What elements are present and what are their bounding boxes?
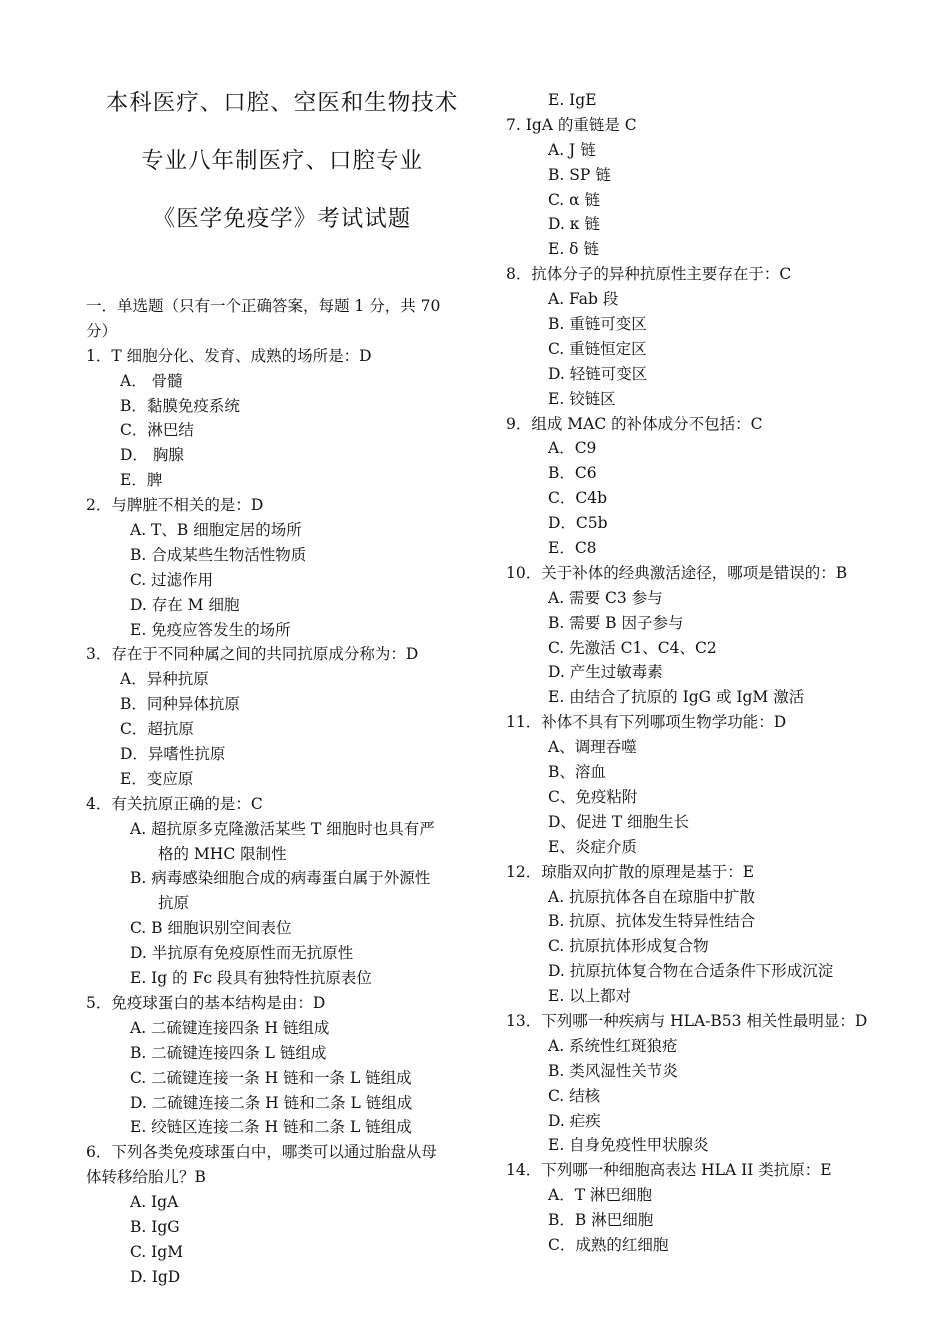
option-item: E. 自身免疫性甲状腺炎 bbox=[548, 1136, 709, 1155]
option-item: B. 抗原、抗体发生特异性结合 bbox=[548, 912, 756, 931]
option-item: C. 先激活 C1、C4、C2 bbox=[548, 638, 717, 657]
option-item: E. 由结合了抗原的 IgG 或 IgM 激活 bbox=[548, 688, 805, 707]
option-item: A．C9 bbox=[548, 439, 597, 458]
option-item: E. IgE bbox=[548, 91, 597, 109]
option-item: A、调理吞噬 bbox=[548, 738, 637, 757]
option-item: A. Fab 段 bbox=[548, 290, 619, 309]
option-item: E. 免疫应答发生的场所 bbox=[130, 620, 291, 639]
option-item: D. 二硫键连接二条 H 链和二条 L 链组成 bbox=[130, 1093, 413, 1112]
option-item: C. 重链恒定区 bbox=[548, 339, 647, 358]
option-item: B．同种异体抗原 bbox=[120, 695, 240, 714]
section-heading-cont: 分） bbox=[86, 321, 118, 340]
title-line-1: 本科医疗、口腔、空医和生物技术 bbox=[105, 90, 459, 116]
option-item: E、炎症介质 bbox=[548, 837, 637, 856]
option-item: C．淋巴结 bbox=[120, 421, 194, 440]
question-stem: 11．补体不具有下列哪项生物学功能：D bbox=[506, 713, 787, 732]
option-item: C. 过滤作用 bbox=[130, 570, 214, 589]
option-item: B. 合成某些生物活性物质 bbox=[130, 545, 307, 564]
option-item: E．C8 bbox=[548, 539, 597, 558]
option-item: D. κ 链 bbox=[548, 215, 600, 234]
option-item: A．异种抗原 bbox=[120, 670, 209, 689]
option-item: 抗原 bbox=[158, 894, 190, 913]
option-item: B. IgG bbox=[130, 1217, 180, 1236]
option-item: E. δ 链 bbox=[548, 240, 599, 259]
option-item: B. 二硫键连接四条 L 链组成 bbox=[130, 1043, 327, 1062]
question-stem: 14．下列哪一种细胞高表达 HLA II 类抗原：E bbox=[506, 1161, 832, 1180]
question-stem: 体转移给胎儿？B bbox=[86, 1168, 206, 1187]
option-item: B. SP 链 bbox=[548, 165, 611, 184]
option-item: C. 抗原抗体形成复合物 bbox=[548, 937, 709, 956]
question-stem: 6．下列各类免疫球蛋白中，哪类可以通过胎盘从母 bbox=[86, 1143, 437, 1162]
option-item: D. 抗原抗体复合物在合适条件下形成沉淀 bbox=[548, 962, 834, 981]
option-item: C．C4b bbox=[548, 489, 608, 508]
option-item: A. J 链 bbox=[548, 140, 596, 159]
title-line-2: 专业八年制医疗、口腔专业 bbox=[140, 148, 423, 174]
left-column bbox=[86, 0, 478, 1290]
option-item: D. 产生过敏毒素 bbox=[548, 663, 663, 682]
question-stem: 10．关于补体的经典激活途径，哪项是错误的：B bbox=[506, 563, 848, 582]
option-item: A. 系统性红斑狼疮 bbox=[548, 1036, 678, 1055]
option-item: D、促进 T 细胞生长 bbox=[548, 812, 690, 831]
option-item: B. 需要 B 因子参与 bbox=[548, 613, 684, 632]
option-item: B．B 淋巴细胞 bbox=[548, 1211, 654, 1230]
option-item: B．黏膜免疫系统 bbox=[120, 396, 240, 415]
question-stem: 5．免疫球蛋白的基本结构是由：D bbox=[86, 993, 326, 1012]
right-column bbox=[506, 0, 906, 1258]
question-stem: 4．有关抗原正确的是：C bbox=[86, 794, 263, 813]
title-line-3: 《医学免疫学》考试试题 bbox=[152, 206, 412, 232]
question-stem: 8．抗体分子的异种抗原性主要存在于：C bbox=[506, 265, 792, 284]
question-stem: 1．T 细胞分化、发育、成熟的场所是：D bbox=[86, 346, 372, 365]
option-item: D．异嗜性抗原 bbox=[120, 745, 226, 764]
option-item: D．C5b bbox=[548, 514, 608, 533]
option-item: B、溶血 bbox=[548, 763, 606, 782]
option-item: A．T 淋巴细胞 bbox=[548, 1186, 652, 1205]
option-item: D. 轻链可变区 bbox=[548, 364, 648, 383]
question-stem: 9．组成 MAC 的补体成分不包括：C bbox=[506, 414, 763, 433]
option-item: C．成熟的红细胞 bbox=[548, 1235, 669, 1254]
option-item: A. IgA bbox=[130, 1193, 179, 1212]
question-stem: 3．存在于不同种属之间的共同抗原成分称为：D bbox=[86, 645, 419, 664]
option-item: D. IgD bbox=[130, 1267, 181, 1286]
option-item: D. 存在 M 细胞 bbox=[130, 595, 240, 614]
option-item: E. Ig 的 Fc 段具有独特性抗原表位 bbox=[130, 969, 372, 988]
option-item: E．脾 bbox=[120, 471, 163, 490]
option-item: D. 半抗原有免疫原性而无抗原性 bbox=[130, 944, 354, 963]
option-item: B．C6 bbox=[548, 464, 597, 483]
option-item: E．变应原 bbox=[120, 769, 194, 788]
question-stem: 13．下列哪一种疾病与 HLA-B53 相关性最明显：D bbox=[506, 1011, 868, 1030]
option-item: C. 结核 bbox=[548, 1086, 601, 1105]
option-item: C. α 链 bbox=[548, 190, 601, 209]
option-item: A. 超抗原多克隆激活某些 T 细胞时也具有严 bbox=[130, 819, 435, 838]
question-stem: 7. IgA 的重链是 C bbox=[506, 115, 637, 134]
option-item: E. 绞链区连接二条 H 链和二条 L 链组成 bbox=[130, 1118, 412, 1137]
option-item: E. 以上都对 bbox=[548, 987, 632, 1006]
option-item: D． 胸腺 bbox=[120, 446, 184, 465]
option-item: A. 抗原抗体各自在琼脂中扩散 bbox=[548, 887, 756, 906]
option-item: C．超抗原 bbox=[120, 720, 194, 739]
option-item: A. T、B 细胞定居的场所 bbox=[130, 521, 302, 540]
option-item: B. 重链可变区 bbox=[548, 315, 647, 334]
option-item: C、免疫粘附 bbox=[548, 787, 638, 806]
option-item: A. 需要 C3 参与 bbox=[548, 588, 663, 607]
option-item: A． 骨髓 bbox=[120, 371, 183, 390]
right-question-list bbox=[506, 113, 906, 1258]
question-stem: 2．与脾脏不相关的是：D bbox=[86, 496, 264, 515]
option-item: C. B 细胞识别空间表位 bbox=[130, 919, 292, 938]
option-item: C. 二硫键连接一条 H 链和一条 L 链组成 bbox=[130, 1068, 412, 1087]
option-item: E. 铰链区 bbox=[548, 389, 616, 408]
option-item: B. 病毒感染细胞合成的病毒蛋白属于外源性 bbox=[130, 869, 431, 888]
option-item: B. 类风湿性关节炎 bbox=[548, 1061, 678, 1080]
option-item: C. IgM bbox=[130, 1242, 184, 1261]
option-item: D. 疟疾 bbox=[548, 1111, 601, 1130]
left-question-list bbox=[86, 344, 478, 1290]
question-stem: 12．琼脂双向扩散的原理是基于：E bbox=[506, 862, 755, 881]
option-item: A. 二硫键连接四条 H 链组成 bbox=[130, 1018, 330, 1037]
section-heading: 一．单选题（只有一个正确答案，每题 1 分，共 70 bbox=[86, 297, 441, 315]
option-item: 格的 MHC 限制性 bbox=[158, 844, 287, 863]
